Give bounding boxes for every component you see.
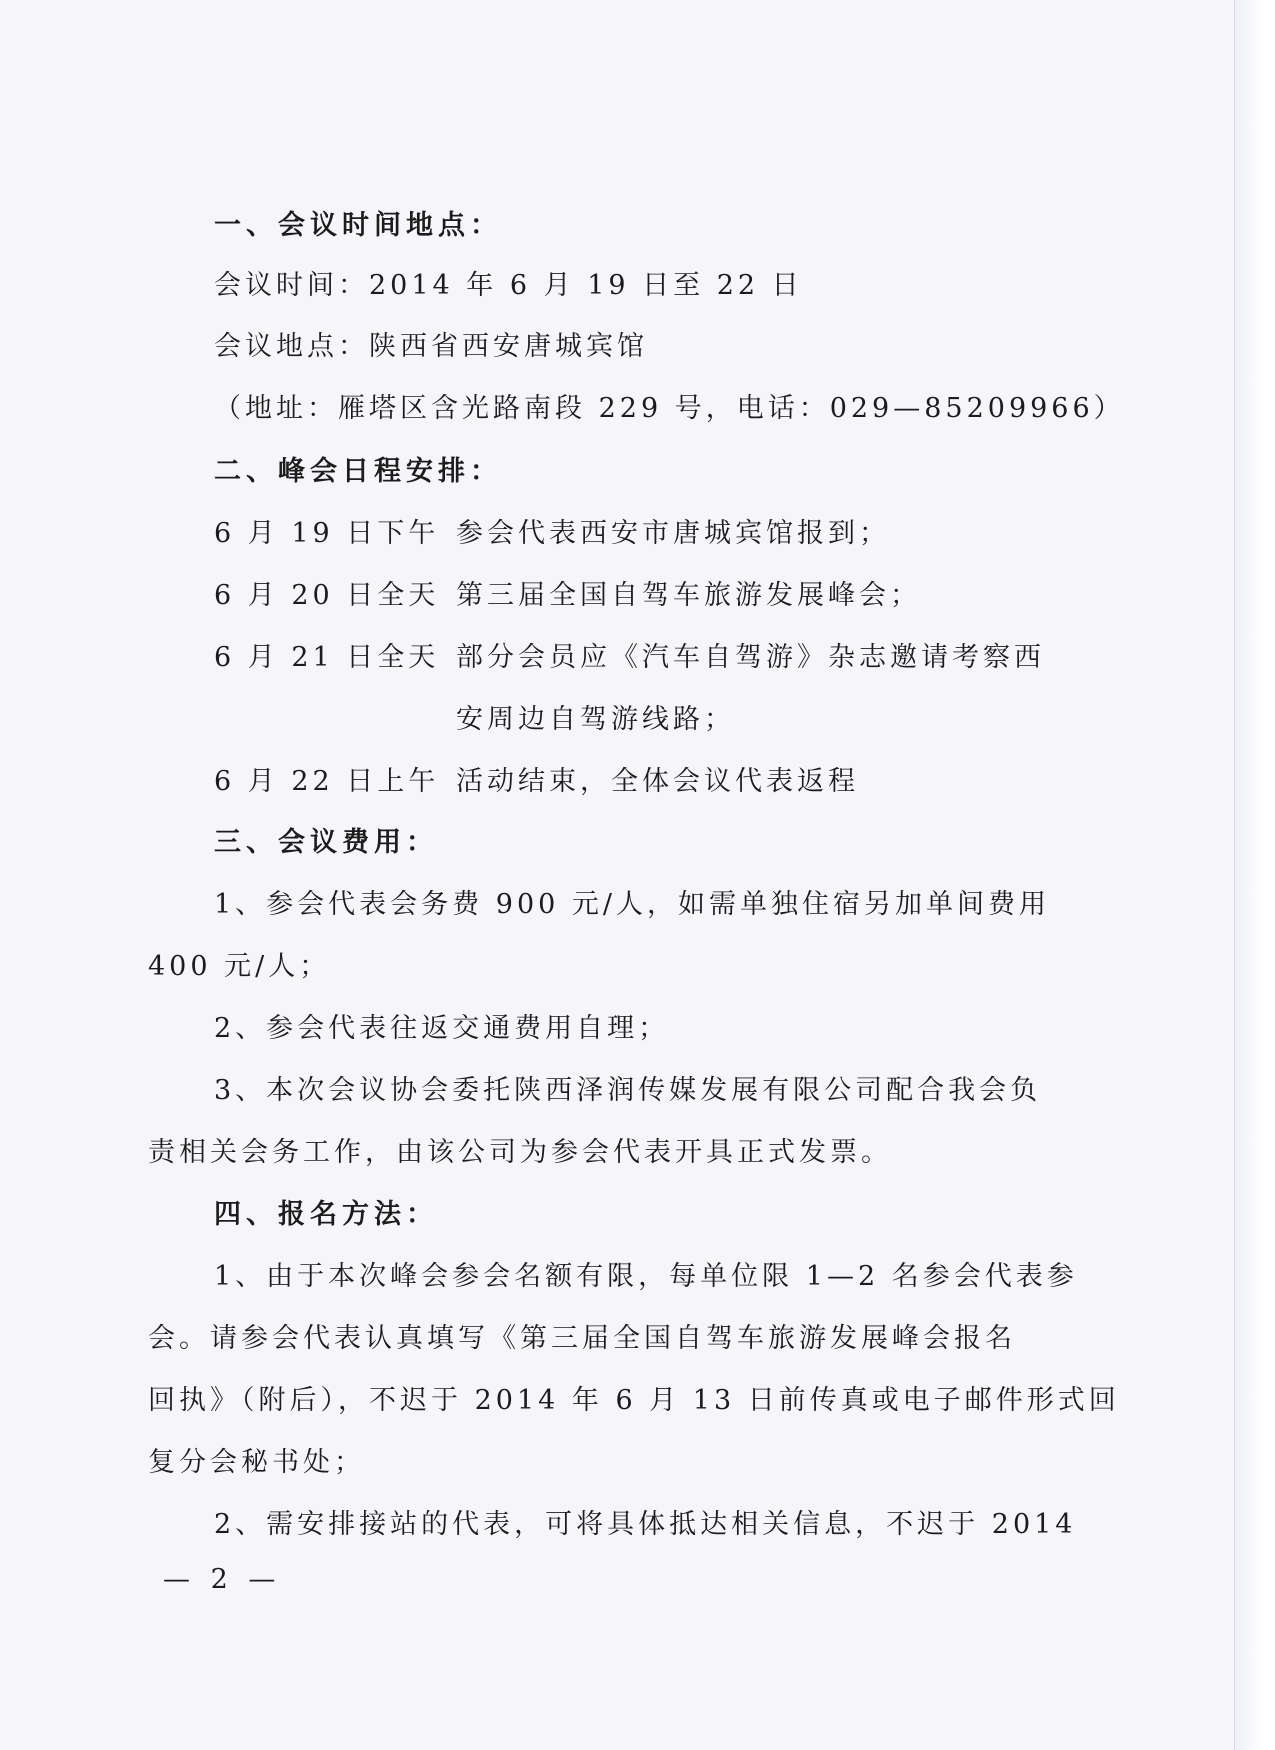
fee-line-continued: 400 元/人； (148, 951, 331, 982)
schedule-text: 活动结束，全体会议代表返程 (456, 766, 859, 797)
fee-line: 3、本次会议协会委托陕西泽润传媒发展有限公司配合我会负 (214, 1075, 1042, 1106)
section-heading-fees: 三、会议费用： (214, 827, 438, 858)
registration-line: 2、需安排接站的代表，可将具体抵达相关信息，不迟于 2014 (214, 1509, 1077, 1540)
schedule-date: 6 月 20 日全天 (214, 580, 440, 611)
fee-line: 2、参会代表往返交通费用自理； (214, 1013, 670, 1044)
section-heading-registration: 四、报名方法： (214, 1199, 438, 1230)
registration-line: 1、由于本次峰会参会名额有限，每单位限 1—2 名参会代表参 (214, 1261, 1078, 1292)
meeting-time: 会议时间：2014 年 6 月 19 日至 22 日 (214, 270, 803, 301)
schedule-text-continued: 安周边自驾游线路； (456, 704, 735, 735)
meeting-address: （地址：雁塔区含光路南段 229 号，电话：029—85209966） (214, 393, 1125, 424)
schedule-date: 6 月 22 日上午 (214, 766, 440, 797)
schedule-date: 6 月 21 日全天 (214, 642, 440, 673)
registration-line-continued: 会。请参会代表认真填写《第三届全国自驾车旅游发展峰会报名 (148, 1323, 1016, 1354)
schedule-date: 6 月 19 日下午 (214, 518, 440, 549)
section-heading-schedule: 二、峰会日程安排： (214, 456, 502, 487)
registration-line-continued: 复分会秘书处； (148, 1447, 365, 1478)
page-edge (1234, 0, 1275, 1750)
schedule-text: 部分会员应《汽车自驾游》杂志邀请考察西 (456, 642, 1045, 673)
registration-line-continued: 回执》（附后），不迟于 2014 年 6 月 13 日前传真或电子邮件形式回 (148, 1385, 1120, 1416)
meeting-place: 会议地点：陕西省西安唐城宾馆 (214, 331, 648, 362)
schedule-text: 第三届全国自驾车旅游发展峰会； (456, 580, 921, 611)
schedule-text: 参会代表西安市唐城宾馆报到； (456, 518, 890, 549)
fee-line-continued: 责相关会务工作，由该公司为参会代表开具正式发票。 (148, 1137, 892, 1168)
fee-line: 1、参会代表会务费 900 元/人，如需单独住宿另加单间费用 (214, 889, 1050, 920)
section-heading-time-place: 一、会议时间地点： (214, 210, 502, 241)
page-number: — 2 — (163, 1564, 282, 1595)
